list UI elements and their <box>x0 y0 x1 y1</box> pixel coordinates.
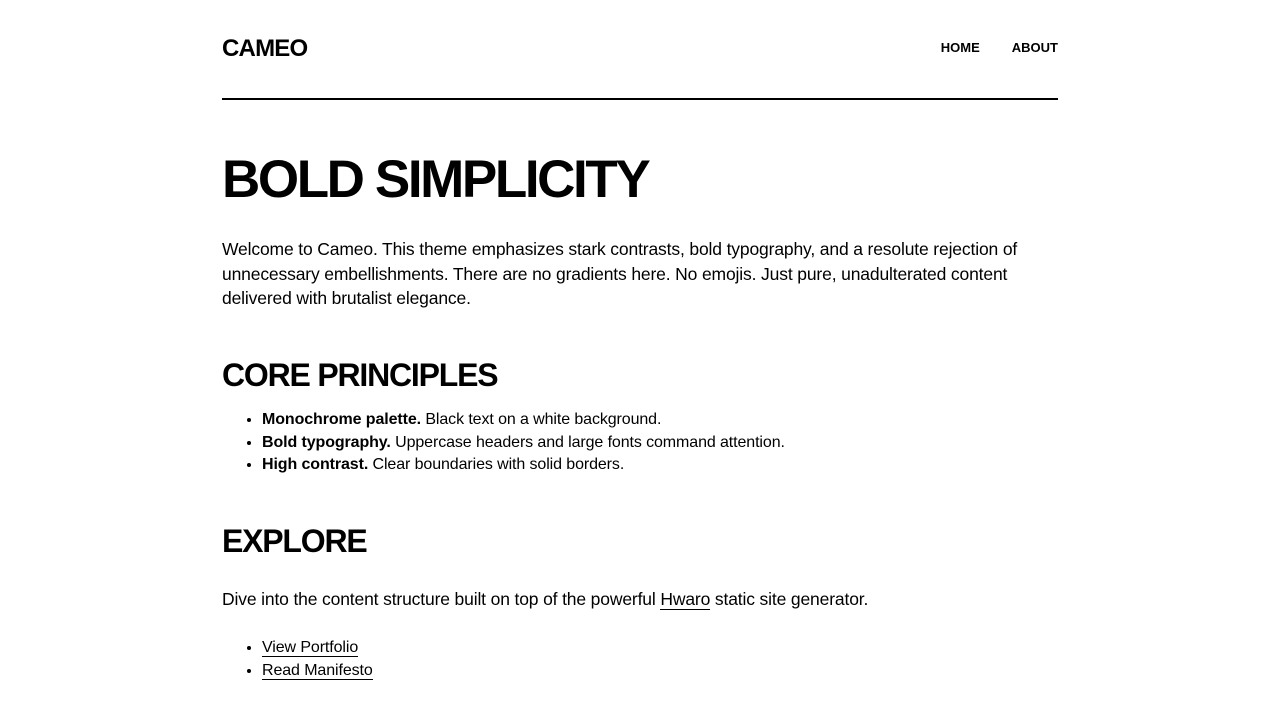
principle-text: Black text on a white background. <box>421 411 662 428</box>
principle-text: Uppercase headers and large fonts command attention. <box>390 433 785 451</box>
principle-label: Monochrome palette. <box>262 411 422 428</box>
list-item <box>262 432 785 455</box>
explore-text-after: static site generator. <box>710 589 869 609</box>
nav-home-link[interactable]: HOME <box>940 40 980 55</box>
page-container <box>222 0 1058 679</box>
read-manifesto-link[interactable]: Read Manifesto <box>262 661 373 679</box>
list-item <box>262 454 785 477</box>
explore-text-before: Dive into the content structure built on top of the powerful <box>222 589 661 609</box>
site-logo[interactable]: CAMEO <box>222 35 308 62</box>
principle-text: Clear boundaries with solid borders. <box>368 456 625 473</box>
nav-about-link[interactable]: ABOUT <box>1011 40 1058 55</box>
hwaro-link[interactable]: Hwaro <box>660 589 711 609</box>
explore-heading: EXPLORE <box>222 523 367 559</box>
explore-links-list <box>222 637 373 682</box>
view-portfolio-link[interactable]: View Portfolio <box>262 639 359 656</box>
list-item <box>262 637 373 660</box>
principle-label: Bold typography. <box>262 433 391 451</box>
explore-paragraph <box>222 587 868 611</box>
page-title: BOLD SIMPLICITY <box>222 150 649 209</box>
intro-paragraph: Welcome to Cameo. This theme emphasizes stark contrasts, bold typography, and a resolute rejection of unnecessary embellishments. There are no gradients here. No emojis. Just pure, unadulterated content delivered with brutalist elegance. <box>222 239 1018 309</box>
list-item <box>262 409 785 432</box>
principles-list <box>222 409 785 477</box>
principles-heading: CORE PRINCIPLES <box>222 357 498 393</box>
principle-label: High contrast. <box>262 456 369 473</box>
main-nav <box>941 40 1058 56</box>
list-item <box>262 660 373 683</box>
site-header <box>222 0 1058 100</box>
